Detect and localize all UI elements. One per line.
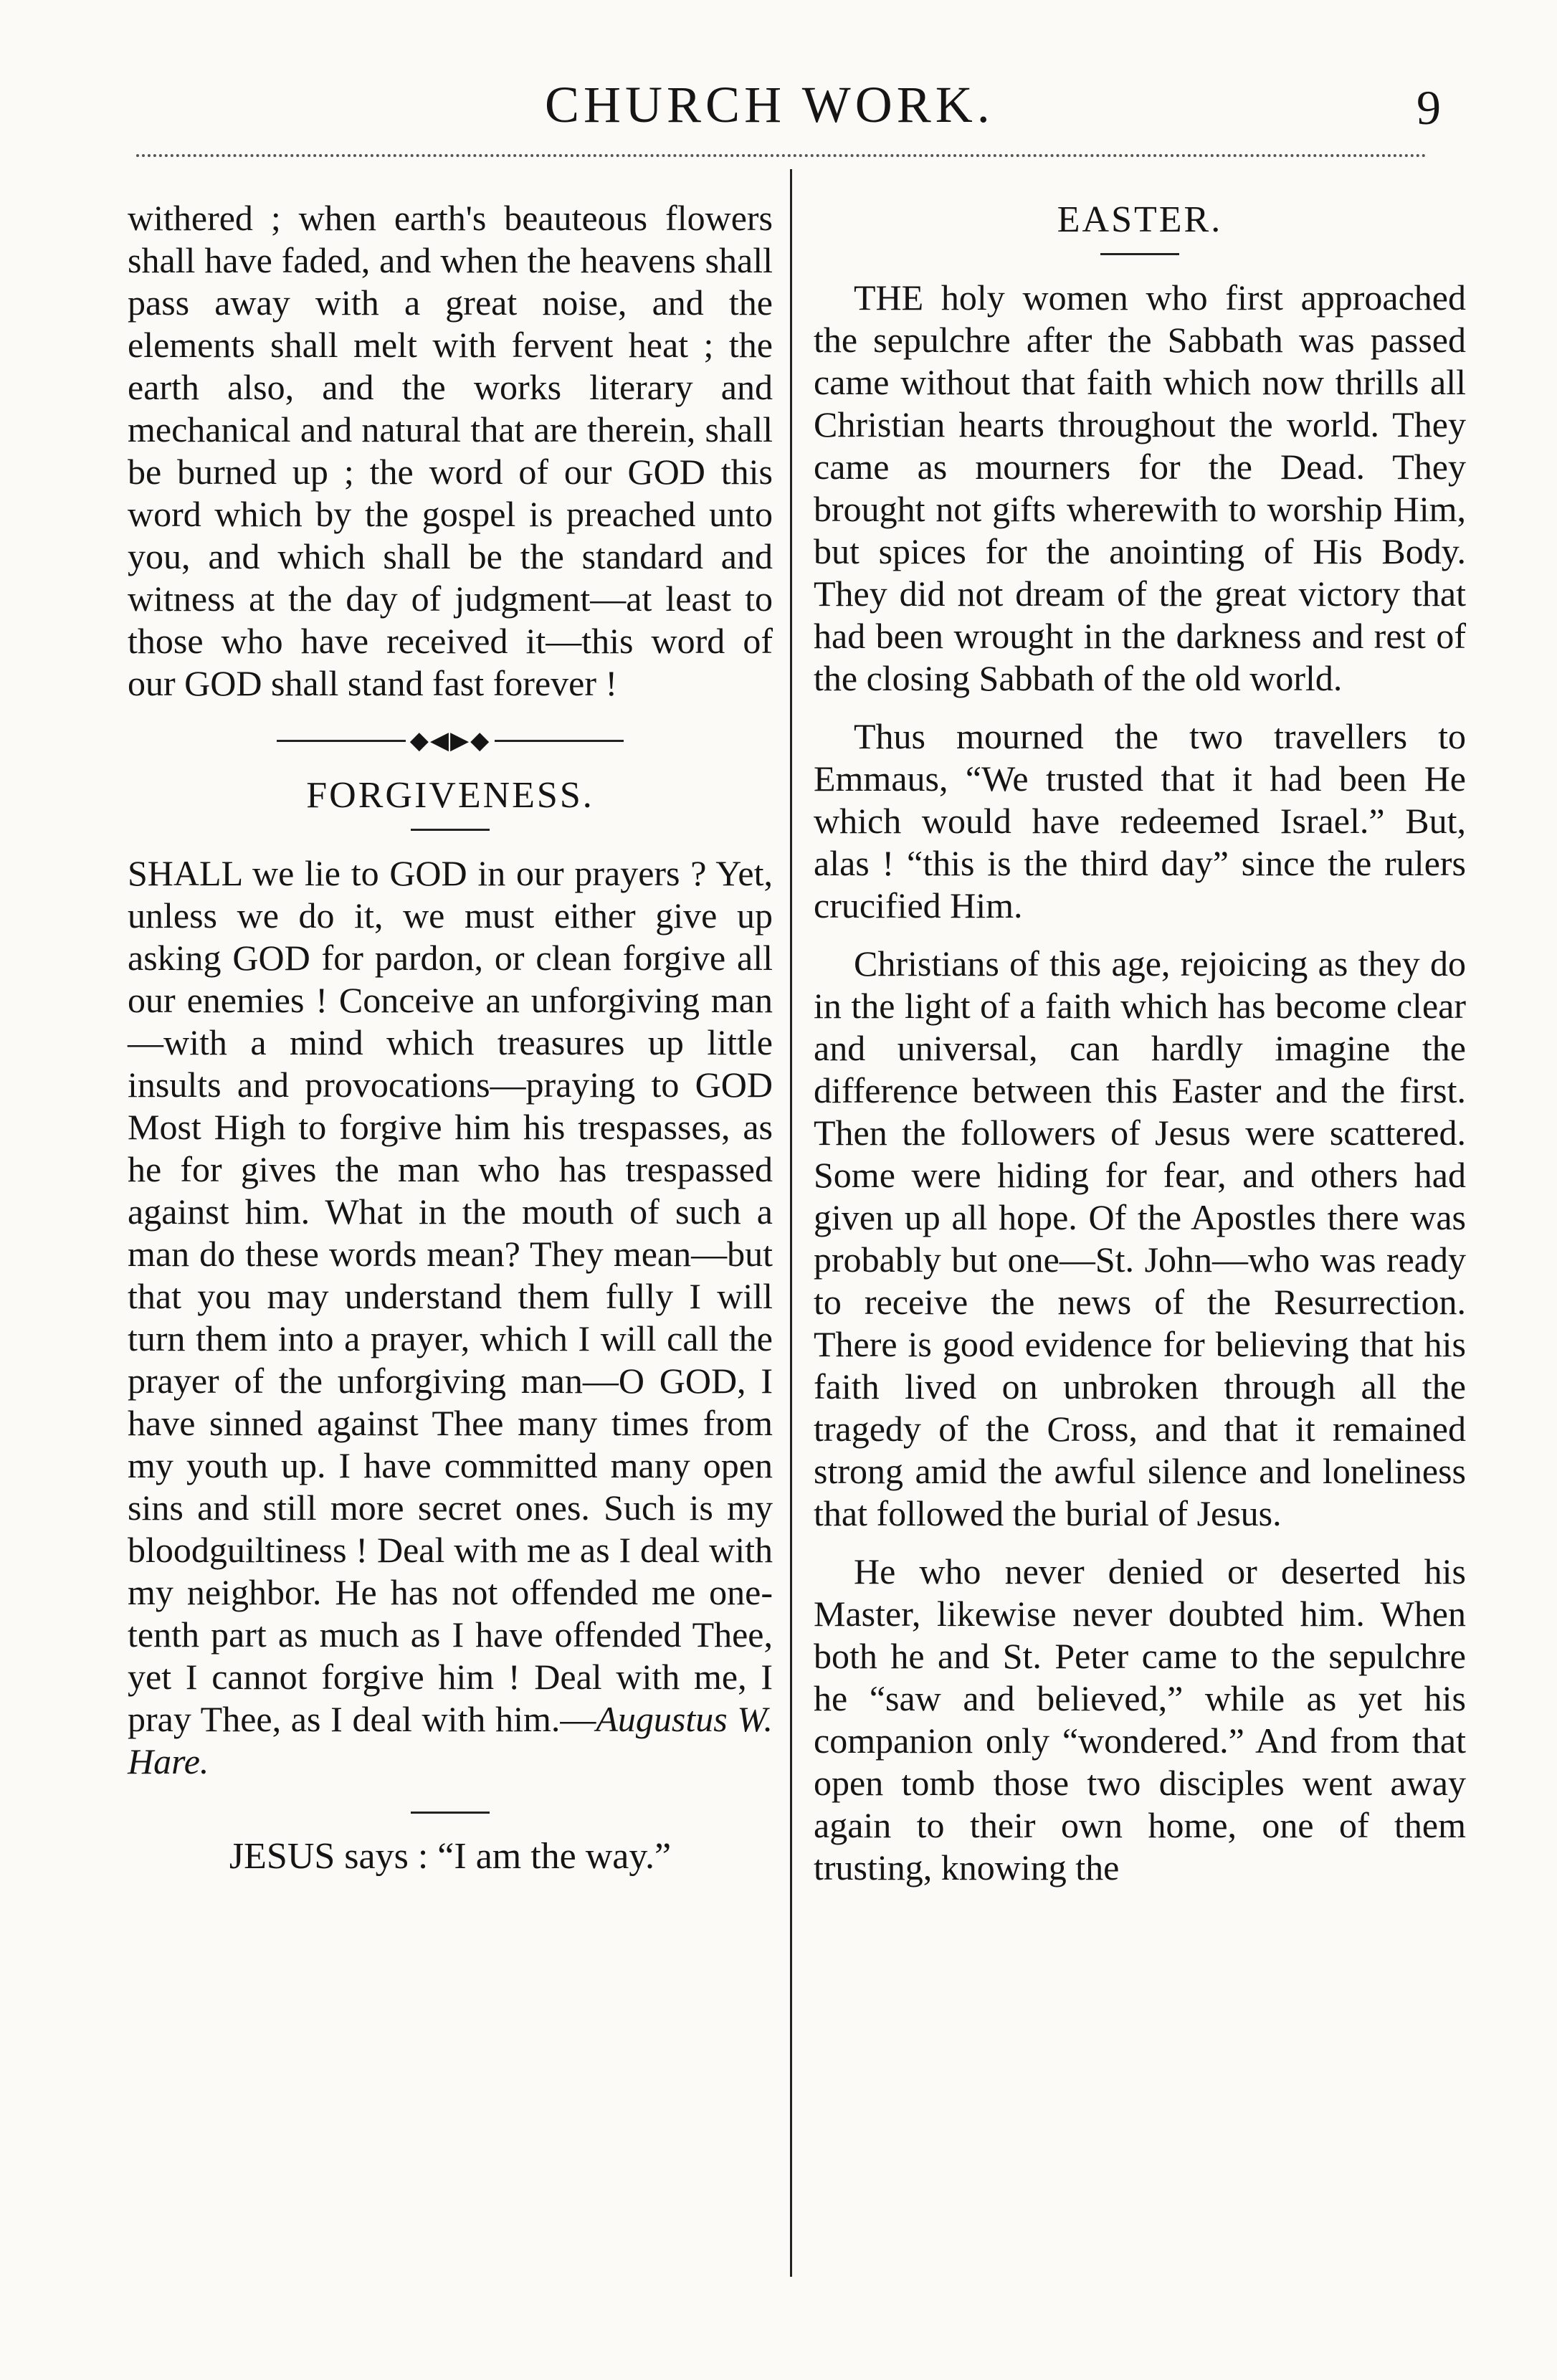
running-title: CHURCH WORK.: [545, 76, 994, 133]
easter-heading-rule: [1100, 253, 1179, 255]
ornament-bar-left: [277, 740, 406, 742]
page-number: 9: [1416, 80, 1441, 135]
jesus-quote: JESUS says : “I am the way.”: [229, 1836, 672, 1877]
easter-heading: EASTER.: [1057, 199, 1223, 240]
easter-paragraph-3: Christians of this age, rejoicing as they do in the light of a faith which has become clear and universal, can hardly imagine the difference between this Easter and the first. Then the followers of Jesus were scattered. Some were hiding for fear, and others had given up all hope. Of the Apostles there was probably but one—St. John—who was ready to receive the news of the Resurrection. There is good evidence for believing that his faith lived on unbroken through all the tragedy of the Cross, and that it remained strong amid the awful silence and loneliness that followed the burial of Jesus.: [814, 943, 1466, 1533]
forgiveness-paragraph: [128, 852, 773, 1783]
header-rule: [136, 154, 1427, 157]
right-column: [814, 197, 1466, 1905]
heading-rule: [411, 829, 490, 831]
quote-rule: [411, 1812, 490, 1814]
easter-paragraph-4: He who never denied or deserted his Master, likewise never doubted him. When both he and St. Peter came to the sepulchre he “saw and believed,” while as yet his companion only “wondered.” And from that open tomb those two disciples went away again to their own home, one of them trusting, knowing the: [814, 1551, 1466, 1888]
left-column: [128, 197, 773, 1877]
easter-paragraph-2: Thus mourned the two travellers to Emmaus, “We trusted that it had been He which would have redeemed Israel.” But, alas ! “this is the third day” since the rulers crucified Him.: [814, 716, 1466, 925]
forgiveness-heading: FORGIVENESS.: [306, 775, 594, 816]
section-ornament: [128, 720, 773, 758]
forgiveness-attribution: Augustus W. Hare.: [128, 1699, 773, 1781]
page-header: [0, 76, 1557, 158]
left-paragraph-continued: withered ; when earth's beauteous flowers shall have faded, and when the heavens shall pass away with a great noise, and the elements shall melt with fervent heat ; the earth also, and the works literary and mechanical and natural that are therein, shall be burned up ; the word of our GOD this word which by the gospel is preached unto you, and which shall be the standard and witness at the day of judgment—at least to those who have received it—this word of our GOD shall stand fast forever !: [128, 198, 773, 703]
forgiveness-body: SHALL we lie to GOD in our prayers ? Yet, unless we do it, we must either give up asking GOD for pardon, or clean forgive all our enemies ! Conceive an unforgiving man—with a mind which treasures up little insults and provocations—praying to GOD Most High to forgive him his trespasses, as he for gives the man who has trespassed against him. What in the mouth of such a man do these words mean? They mean—but that you may understand them fully I will turn them into a prayer, which I will call the prayer of the unforgiving man—O GOD, I have sinned against Thee many times from my youth up. I have committed many open sins and still more secret ones. Such is my bloodguiltiness ! Deal with me as I deal with my neighbor. He has not offended me one-tenth part as much as I have offended Thee, yet I cannot forgive him ! Deal with me, I pray Thee, as I deal with him.—: [128, 853, 773, 1739]
easter-paragraph-1: THE holy women who first approached the sepulchre after the Sabbath was passed came without that faith which now thrills all Christian hearts throughout the world. They came as mourners for the Dead. They brought not gifts wherewith to worship Him, but spices for the anointing of His Body. They did not dream of the great victory that had been wrought in the darkness and rest of the closing Sabbath of the old world.: [814, 277, 1466, 698]
ornament-bar-right: [495, 740, 624, 742]
column-divider: [790, 169, 792, 2277]
ornament-icon: ◆◀▶◆: [409, 726, 491, 755]
